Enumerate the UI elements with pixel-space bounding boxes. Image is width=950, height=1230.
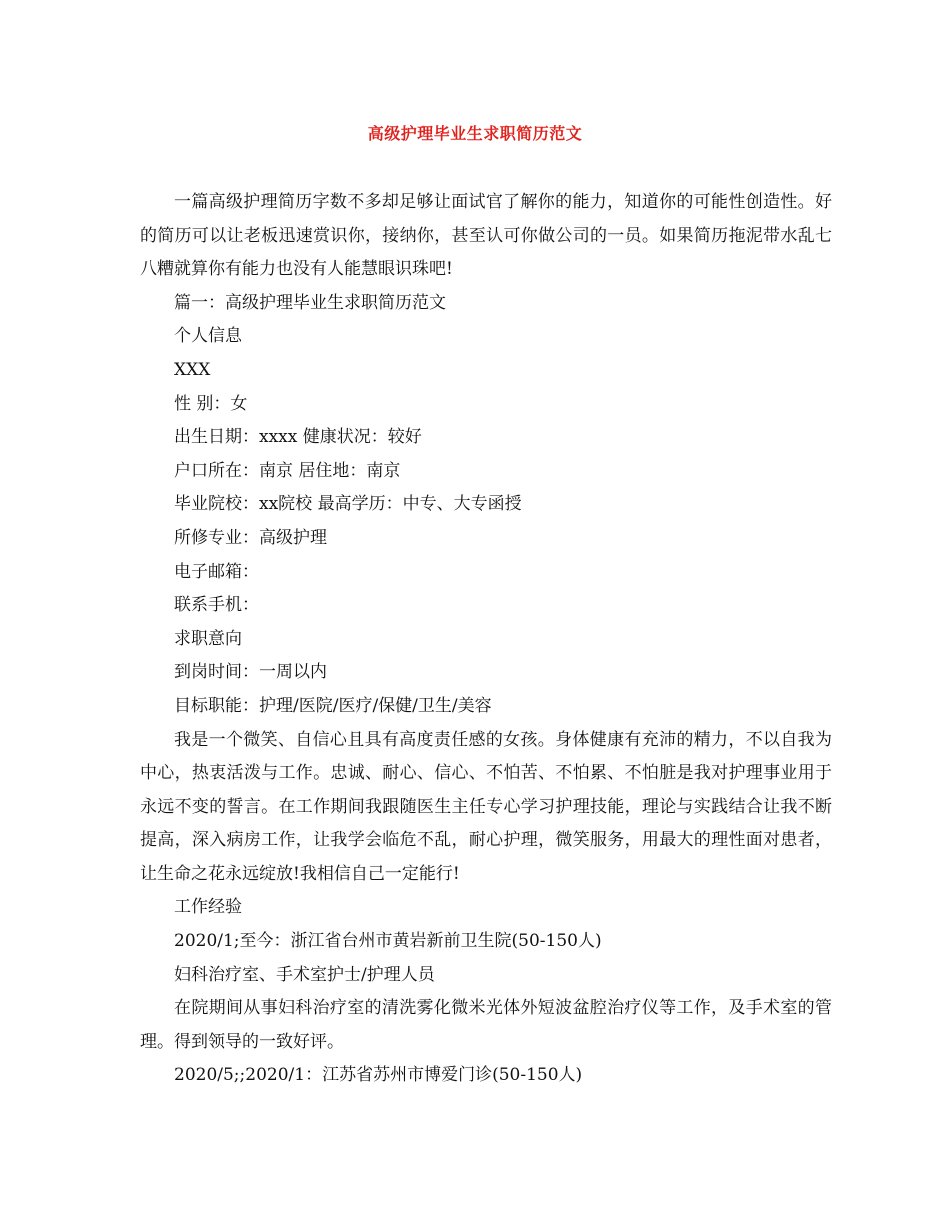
job1-description-paragraph: 在院期间从事妇科治疗室的清洗雾化微米光体外短波盆腔治疗仪等工作，及手术室的管理。得到领导的一致好评。 bbox=[140, 998, 832, 1052]
intro-paragraph: 一篇高级护理简历字数不多却足够让面试官了解你的能力，知道你的可能性创造性。好的简历可以让老板迅速赏识你，接纳你，甚至认可你做公司的一员。如果简历拖泥带水乱七八糟就算你有能力也没有人能慧眼识珠吧! bbox=[140, 192, 832, 280]
target-position-line: 目标职能：护理/医院/医疗/保健/卫生/美容 bbox=[174, 695, 492, 716]
job2-period-line: 2020/5;;2020/1：江苏省苏州市博爱门诊(50-150人) bbox=[174, 1065, 583, 1086]
phone-line: 联系手机： bbox=[174, 595, 259, 616]
residence-line: 户口所在：南京 居住地：南京 bbox=[174, 460, 401, 481]
school-education-line: 毕业院校：xx院校 最高学历：中专、大专函授 bbox=[174, 494, 522, 515]
document-title: 高级护理毕业生求职简历范文 bbox=[367, 124, 583, 143]
job1-role-line: 妇科治疗室、手术室护士/护理人员 bbox=[174, 964, 435, 985]
work-experience-heading: 工作经验 bbox=[174, 897, 242, 918]
name-line: XXX bbox=[174, 359, 211, 380]
gender-line: 性 别：女 bbox=[174, 393, 248, 414]
personal-info-heading: 个人信息 bbox=[174, 326, 242, 347]
email-line: 电子邮箱： bbox=[174, 561, 259, 582]
section-heading: 篇一：高级护理毕业生求职简历范文 bbox=[174, 292, 446, 313]
job1-period-line: 2020/1;至今：浙江省台州市黄岩新前卫生院(50-150人) bbox=[174, 931, 602, 952]
arrival-time-line: 到岗时间：一周以内 bbox=[174, 662, 327, 683]
self-evaluation-paragraph: 我是一个微笑、自信心且具有高度责任感的女孩。身体健康有充沛的精力，不以自我为中心，热衷活泼与工作。忠诚、耐心、信心、不怕苦、不怕累、不怕脏是我对护理事业用于永远不变的誓言。在工作期间我跟随医生主任专心学习护理技能，理论与实践结合让我不断提高，深入病房工作，让我学会临危不乱，耐心护理，微笑服务，用最大的理性面对患者，让生命之花永远绽放!我相信自己一定能行! bbox=[140, 729, 832, 884]
major-line: 所修专业：高级护理 bbox=[174, 527, 327, 548]
birth-health-line: 出生日期：xxxx 健康状况：较好 bbox=[174, 427, 422, 448]
job-intention-heading: 求职意向 bbox=[174, 628, 242, 649]
document-body bbox=[140, 186, 832, 1093]
